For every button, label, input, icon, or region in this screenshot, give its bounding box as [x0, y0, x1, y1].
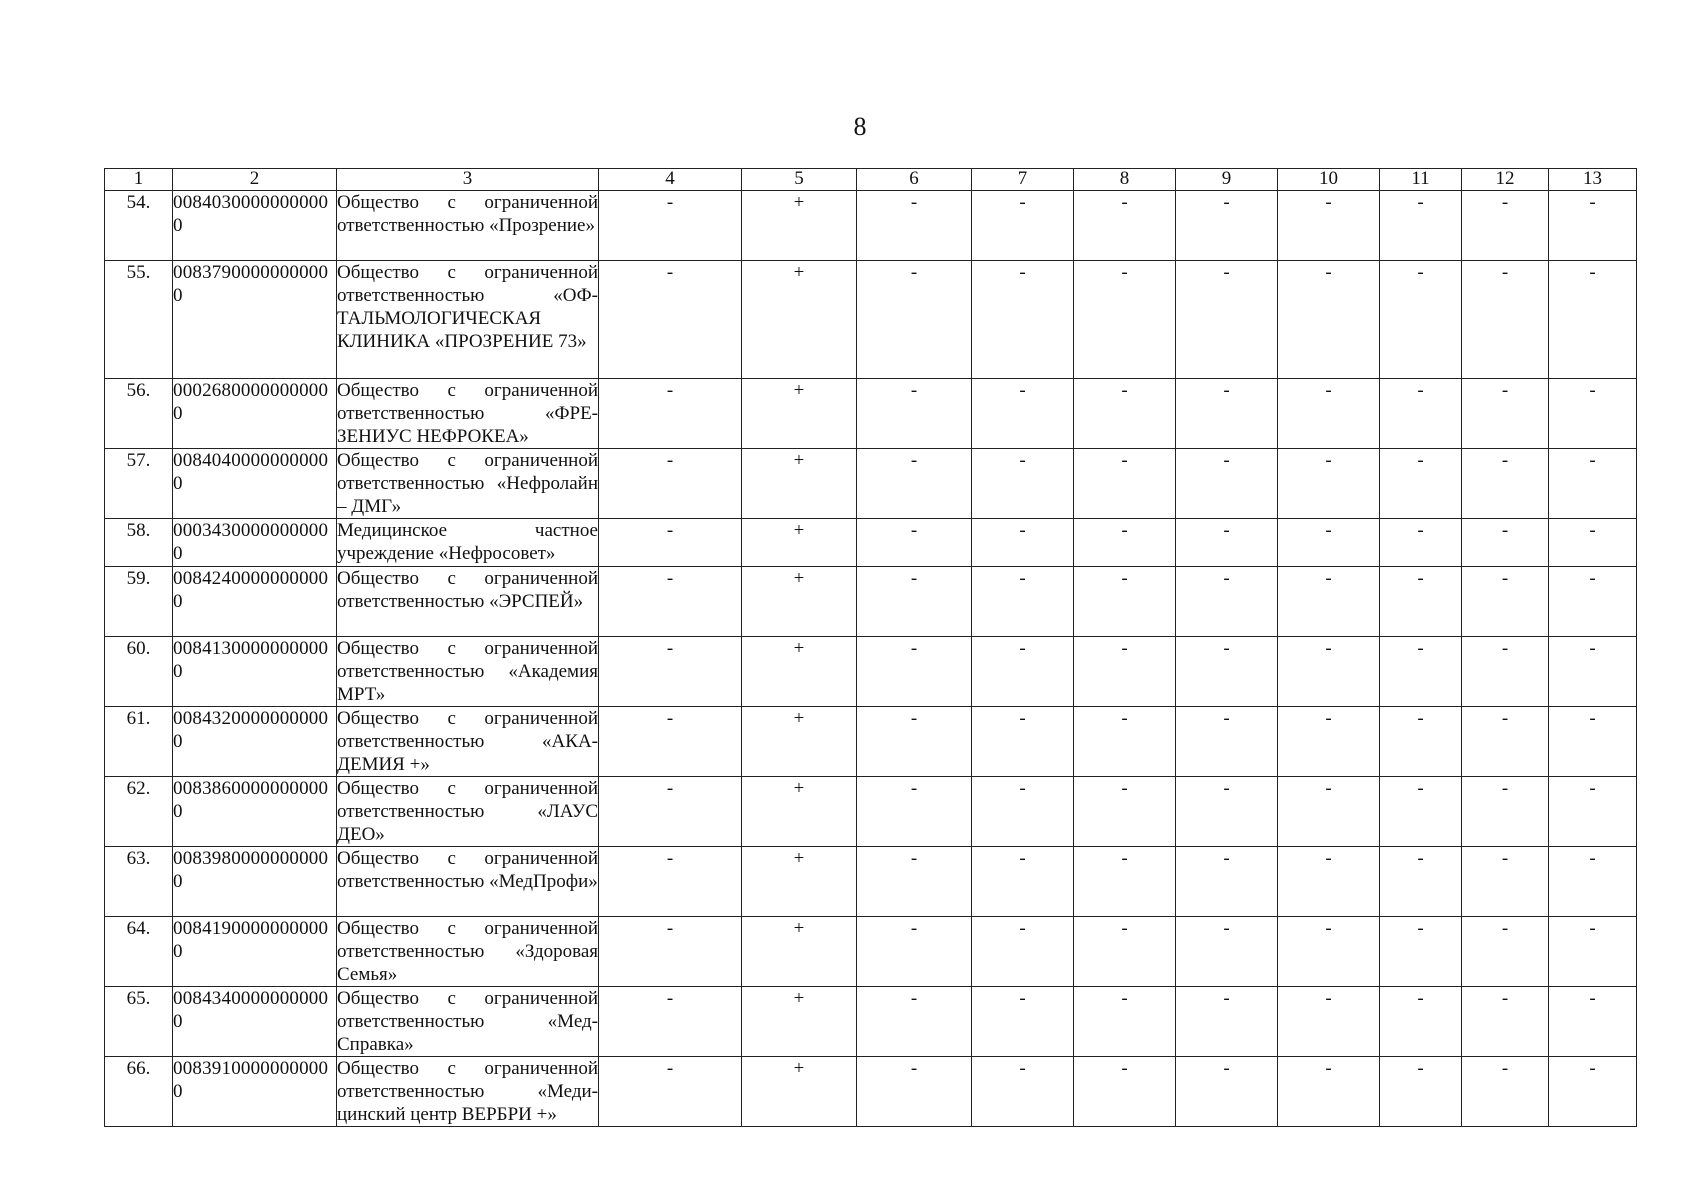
mark-cell: -: [1462, 777, 1549, 847]
mark-cell: -: [972, 519, 1074, 567]
row-number: 61.: [105, 707, 173, 777]
mark-cell: -: [1380, 379, 1462, 449]
table-row: [105, 449, 1637, 519]
mark-cell: +: [742, 1057, 857, 1127]
mark-cell: -: [1462, 261, 1549, 379]
mark-cell: -: [857, 987, 972, 1057]
mark-cell: -: [972, 987, 1074, 1057]
mark-cell: -: [972, 1057, 1074, 1127]
organization-name: Общество с ограниченной ответственностью «ФРЕЗЕНИУС НЕФРОКЕА»: [337, 380, 598, 447]
row-number: 64.: [105, 917, 173, 987]
mark-cell: -: [1278, 519, 1380, 567]
mark-cell: -: [1176, 707, 1278, 777]
mark-cell: -: [1380, 261, 1462, 379]
mark-cell: -: [1074, 1057, 1176, 1127]
mark-cell: -: [599, 777, 742, 847]
mark-cell: +: [742, 567, 857, 637]
mark-cell: -: [1176, 987, 1278, 1057]
mark-cell: -: [972, 847, 1074, 917]
column-header: 6: [857, 169, 972, 191]
mark-cell: -: [1462, 987, 1549, 1057]
organization-name: Общество с ограниченной ответственностью «ЭРСПЕЙ»: [337, 567, 599, 637]
organization-code: 00843400000000000: [173, 987, 337, 1057]
mark-cell: +: [742, 847, 857, 917]
table-row: [105, 917, 1637, 987]
mark-cell: -: [1074, 707, 1176, 777]
mark-cell: -: [1278, 449, 1380, 519]
mark-cell: -: [1176, 1057, 1278, 1127]
column-header: 10: [1278, 169, 1380, 191]
mark-cell: -: [1176, 567, 1278, 637]
mark-cell: -: [972, 707, 1074, 777]
mark-cell: -: [1380, 987, 1462, 1057]
mark-cell: -: [1176, 519, 1278, 567]
mark-cell: -: [1278, 917, 1380, 987]
table-header: [105, 169, 1637, 191]
header-row: [105, 169, 1637, 191]
row-number: 62.: [105, 777, 173, 847]
organization-code: 00840300000000000: [173, 191, 337, 261]
mark-cell: -: [972, 567, 1074, 637]
mark-cell: -: [1462, 1057, 1549, 1127]
mark-cell: -: [1176, 261, 1278, 379]
row-number: 60.: [105, 637, 173, 707]
mark-cell: -: [972, 777, 1074, 847]
organization-code: 00026800000000000: [173, 379, 337, 449]
table-row: [105, 519, 1637, 567]
mark-cell: -: [1462, 519, 1549, 567]
organization-name: Общество с ограниченной ответственностью «АКАДЕМИЯ +»: [337, 708, 598, 775]
mark-cell: +: [742, 379, 857, 449]
mark-cell: +: [742, 637, 857, 707]
organization-code: 00840400000000000: [173, 449, 337, 519]
mark-cell: -: [599, 379, 742, 449]
mark-cell: +: [742, 449, 857, 519]
mark-cell: -: [857, 1057, 972, 1127]
organization-name: Общество с ограниченной ответственностью «МедСправка»: [337, 988, 598, 1055]
organization-name: Общество с ограниченной ответственностью «Здоровая Семья»: [337, 918, 598, 985]
mark-cell: -: [1380, 917, 1462, 987]
organization-code: 00842400000000000: [173, 567, 337, 637]
mark-cell: -: [1380, 637, 1462, 707]
mark-cell: -: [1278, 847, 1380, 917]
table-row: [105, 567, 1637, 637]
mark-cell: -: [857, 917, 972, 987]
mark-cell: +: [742, 987, 857, 1057]
row-number: 65.: [105, 987, 173, 1057]
mark-cell: -: [972, 637, 1074, 707]
mark-cell: -: [1074, 637, 1176, 707]
organization-code: 00841900000000000: [173, 917, 337, 987]
mark-cell: -: [1549, 637, 1637, 707]
mark-cell: -: [857, 379, 972, 449]
mark-cell: -: [1176, 777, 1278, 847]
mark-cell: -: [857, 847, 972, 917]
mark-cell: -: [972, 191, 1074, 261]
mark-cell: -: [857, 261, 972, 379]
row-number: 66.: [105, 1057, 173, 1127]
organization-name: Общество с ограниченной ответственностью «Медицинский центр ВЕРБРИ +»: [337, 1058, 598, 1125]
column-header: 4: [599, 169, 742, 191]
mark-cell: -: [1380, 519, 1462, 567]
mark-cell: -: [1074, 449, 1176, 519]
mark-cell: -: [1462, 637, 1549, 707]
mark-cell: -: [1462, 379, 1549, 449]
page-number: 8: [853, 112, 867, 141]
mark-cell: -: [1549, 567, 1637, 637]
column-header: 13: [1549, 169, 1637, 191]
mark-cell: -: [599, 567, 742, 637]
column-header: 2: [173, 169, 337, 191]
mark-cell: -: [857, 637, 972, 707]
organization-name: Общество с ограниченной ответственностью «МедПрофи»: [337, 847, 599, 917]
table-row: [105, 637, 1637, 707]
mark-cell: -: [1462, 567, 1549, 637]
mark-cell: -: [1380, 191, 1462, 261]
mark-cell: +: [742, 261, 857, 379]
mark-cell: -: [1380, 707, 1462, 777]
mark-cell: -: [1278, 567, 1380, 637]
row-number: 54.: [105, 191, 173, 261]
column-header: 7: [972, 169, 1074, 191]
column-header: 3: [337, 169, 599, 191]
mark-cell: -: [857, 191, 972, 261]
mark-cell: -: [1462, 707, 1549, 777]
mark-cell: -: [1074, 847, 1176, 917]
mark-cell: -: [599, 191, 742, 261]
mark-cell: -: [599, 449, 742, 519]
mark-cell: -: [972, 917, 1074, 987]
mark-cell: -: [599, 707, 742, 777]
organization-code: 00843200000000000: [173, 707, 337, 777]
mark-cell: -: [1549, 191, 1637, 261]
mark-cell: -: [1549, 777, 1637, 847]
column-header: 11: [1380, 169, 1462, 191]
mark-cell: -: [599, 917, 742, 987]
organization-name: Общество с ограниченной ответственностью «ОФТАЛЬМОЛОГИЧЕСКАЯ КЛИНИКА «ПРОЗРЕНИЕ 73»: [337, 261, 599, 379]
mark-cell: -: [599, 261, 742, 379]
mark-cell: -: [857, 519, 972, 567]
mark-cell: -: [599, 637, 742, 707]
mark-cell: -: [1074, 519, 1176, 567]
mark-cell: -: [1549, 987, 1637, 1057]
organization-name: Общество с ограниченной ответственностью «Академия МРТ»: [337, 638, 598, 705]
mark-cell: -: [1074, 917, 1176, 987]
mark-cell: -: [1380, 1057, 1462, 1127]
mark-cell: -: [599, 1057, 742, 1127]
mark-cell: -: [1549, 519, 1637, 567]
mark-cell: -: [1462, 917, 1549, 987]
mark-cell: -: [972, 449, 1074, 519]
registry-table: [104, 168, 1637, 1127]
mark-cell: -: [1380, 567, 1462, 637]
mark-cell: -: [972, 379, 1074, 449]
mark-cell: -: [1549, 847, 1637, 917]
organization-code: 00841300000000000: [173, 637, 337, 707]
mark-cell: -: [1074, 567, 1176, 637]
mark-cell: -: [1549, 379, 1637, 449]
mark-cell: -: [1278, 191, 1380, 261]
mark-cell: -: [1074, 379, 1176, 449]
table-row: [105, 1057, 1637, 1127]
organization-code: 00839100000000000: [173, 1057, 337, 1127]
mark-cell: -: [1176, 637, 1278, 707]
organization-name: Общество с ограниченной ответственностью «Нефролайн – ДМГ»: [337, 450, 598, 517]
mark-cell: -: [1380, 449, 1462, 519]
mark-cell: -: [1278, 777, 1380, 847]
mark-cell: -: [1380, 847, 1462, 917]
mark-cell: -: [1074, 261, 1176, 379]
column-header: 5: [742, 169, 857, 191]
table-row: [105, 707, 1637, 777]
mark-cell: -: [1278, 1057, 1380, 1127]
row-number: 56.: [105, 379, 173, 449]
mark-cell: -: [1549, 707, 1637, 777]
row-number: 59.: [105, 567, 173, 637]
mark-cell: -: [1278, 707, 1380, 777]
organization-code: 00034300000000000: [173, 519, 337, 567]
mark-cell: -: [1278, 987, 1380, 1057]
mark-cell: -: [599, 987, 742, 1057]
organization-code: 00839800000000000: [173, 847, 337, 917]
mark-cell: -: [1176, 379, 1278, 449]
table-row: [105, 191, 1637, 261]
mark-cell: -: [1278, 261, 1380, 379]
column-header: 9: [1176, 169, 1278, 191]
column-header: 1: [105, 169, 173, 191]
table-row: [105, 261, 1637, 379]
row-number: 58.: [105, 519, 173, 567]
mark-cell: -: [1074, 777, 1176, 847]
organization-name: Общество с ограниченной ответственностью «Прозрение»: [337, 191, 599, 261]
mark-cell: -: [1176, 917, 1278, 987]
row-number: 55.: [105, 261, 173, 379]
organization-code: 00838600000000000: [173, 777, 337, 847]
mark-cell: -: [599, 519, 742, 567]
mark-cell: -: [1380, 777, 1462, 847]
mark-cell: -: [1549, 261, 1637, 379]
mark-cell: +: [742, 777, 857, 847]
mark-cell: +: [742, 917, 857, 987]
mark-cell: -: [1549, 917, 1637, 987]
mark-cell: -: [1176, 847, 1278, 917]
mark-cell: -: [857, 567, 972, 637]
row-number: 63.: [105, 847, 173, 917]
mark-cell: -: [1462, 191, 1549, 261]
mark-cell: +: [742, 191, 857, 261]
column-header: 12: [1462, 169, 1549, 191]
mark-cell: -: [1074, 191, 1176, 261]
mark-cell: -: [857, 449, 972, 519]
mark-cell: -: [972, 261, 1074, 379]
table-row: [105, 379, 1637, 449]
column-header: 8: [1074, 169, 1176, 191]
table-row: [105, 847, 1637, 917]
mark-cell: +: [742, 707, 857, 777]
table-body: [105, 191, 1637, 1127]
mark-cell: +: [742, 519, 857, 567]
organization-code: 00837900000000000: [173, 261, 337, 379]
organization-name: Общество с ограниченной ответственностью «ЛАУС ДЕО»: [337, 778, 598, 845]
mark-cell: -: [1074, 987, 1176, 1057]
mark-cell: -: [1549, 1057, 1637, 1127]
mark-cell: -: [1278, 379, 1380, 449]
mark-cell: -: [857, 707, 972, 777]
mark-cell: -: [1549, 449, 1637, 519]
mark-cell: -: [857, 777, 972, 847]
mark-cell: -: [1176, 191, 1278, 261]
table-row: [105, 777, 1637, 847]
mark-cell: -: [1176, 449, 1278, 519]
organization-name: Медицинское частное учреждение «Нефросовет»: [337, 519, 599, 567]
mark-cell: -: [1462, 847, 1549, 917]
mark-cell: -: [599, 847, 742, 917]
mark-cell: -: [1278, 637, 1380, 707]
row-number: 57.: [105, 449, 173, 519]
mark-cell: -: [1462, 449, 1549, 519]
table-row: [105, 987, 1637, 1057]
